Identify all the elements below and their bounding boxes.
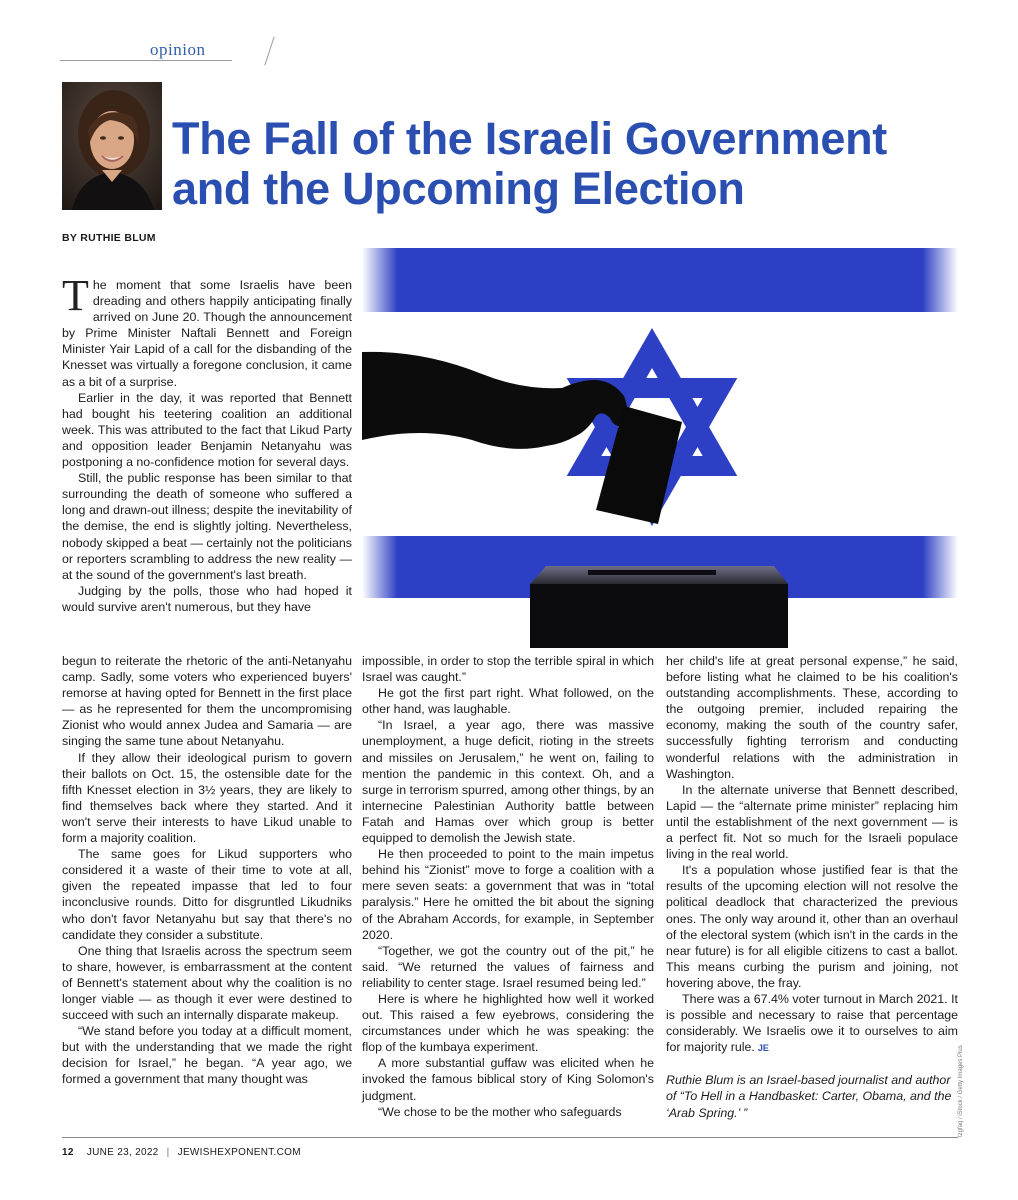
page-number: 12 (62, 1147, 74, 1158)
paragraph: If they allow their ideological purism to govern their ballots on Oct. 15, the ostensible date for the fifth Knesset election in 3½ years, they are likely to find themselves back where they started. And it won't serve their interests to have Likud unable to form a majority coalition. (62, 750, 352, 846)
paragraph-lead: The moment that some Israelis have been dreading and others happily anticipating finally arrived on June 20. Though the announcement by Prime Minister Naftali Bennett and Foreign Minister Yair Lapid of a call for the disbanding of the Knesset was virtually a foregone conclusion, it came as a bit of a surprise. (62, 271, 352, 389)
photo-credit-text: tzgfaq / iStock / Getty Images Plus (958, 1045, 964, 1137)
paragraph: In the alternate universe that Bennett described, Lapid — the “alternate prime minister” replacing him until the establishment of the next government — is a perfect fit. Not so much for the Israeli populace living in the real world. (666, 782, 958, 862)
byline: BY RUTHIE BLUM (62, 232, 156, 244)
footer-separator: | (166, 1147, 170, 1158)
ballot-box (530, 566, 788, 648)
photo-credit (958, 1025, 972, 1145)
article-headline: The Fall of the Israeli Government and the Upcoming Election (172, 113, 887, 214)
publication-site[interactable]: JEWISHEXPONENT.COM (177, 1147, 301, 1158)
author-photo (62, 82, 162, 210)
section-tag (60, 40, 232, 62)
paragraph: impossible, in order to stop the terrible spiral in which Israel was caught.” (362, 654, 654, 685)
paragraph: He got the first part right. What followed, on the other hand, was laughable. (362, 686, 654, 717)
end-mark: JE (757, 1043, 769, 1054)
issue-date: JUNE 23, 2022 (86, 1147, 159, 1158)
paragraph: her child's life at great personal expense,” he said, before listing what he claimed to be his coalition's outstanding accomplishments. These, according to the outgoing premier, included repairing the economy, making the south of the country safer, successfully fighting terrorism and conducting wonderful relations with the administration in Washington. (666, 654, 958, 781)
paragraph: It's a population whose justified fear is that the results of the upcoming election will not resolve the political deadlock that characterized the previous ones. The only way around it, other than an overhaul of the electoral system (which isn't in the cards in the near future) is for all eligible citizens to cast a ballot. This means curbing the purism and joining, not hovering above, the fray. (666, 863, 958, 990)
paragraph: “We stand before you today at a difficult moment, but with the understanding that we made the right decision for Israel,” he began. “A year ago, we formed a government that many thought was (62, 1024, 352, 1087)
paragraph: begun to reiterate the rhetoric of the anti-Netanyahu camp. Sadly, some voters who experienced buyers' remorse at having opted for Bennett in the first place — as he represented for them the uncompromising Zionist who would annex Judea and Samaria — are singing the same tune about Netanyahu. (62, 654, 352, 749)
paragraph: Here is where he highlighted how well it worked out. This raised a few eyebrows, considering the circumstances under which he was speaking: the flop of the kumbaya experiment. (362, 991, 654, 1055)
article-column-1-bottom (62, 653, 352, 1088)
section-rule (60, 60, 232, 61)
paragraph: “Together, we got the country out of the pit,” he said. “We returned the values of fairness and reliability to center stage. Israel resumed being led.” (362, 943, 654, 990)
paragraph: “We chose to be the mother who safeguards (378, 1104, 622, 1119)
paragraph-final: There was a 67.4% voter turnout in March 2021. It is possible and necessary to raise that percentage considerably. We Israelis owe it to ourselves to aim for majority rule. JE (666, 991, 958, 1055)
paragraph: Still, the public response has been similar to that surrounding the death of someone who suffered a long and drawn-out illness; despite the inevitability of the demise, the end is slightly jolting. Nevertheless, nobody skipped a beat — certainly not the politicians or reporters scrambling to address the new reality — at the sound of the government's last breath. (62, 471, 352, 582)
section-slash (264, 37, 274, 66)
paragraph: “In Israel, a year ago, there was massive unemployment, a huge deficit, rioting in the streets and missiles on Jerusalem,” he went on, failing to mention the pandemic in this context. Oh, and a surge in terrorism spurred, among other things, by an internecine Palestinian Authority battle between Fatah and Hamas over which group is better equipped to demolish the Jewish state. (362, 718, 655, 846)
hero-illustration (362, 240, 958, 648)
paragraph: One thing that Israelis across the spectrum seem to share, however, is embarrassment at the content of Bennett's statement about why the coalition is no longer viable — as though it ever were destined to succeed with such an internally disparate makeup. (62, 943, 352, 1023)
paragraph: He then proceeded to point to the main impetus behind his “Zionist” move to forge a coalition with a mere seven seats: a government that was in “total paralysis.” Here he omitted the bit about the signing of the Abraham Accords, for example, in September 2020. (362, 847, 654, 942)
footer-rule (62, 1137, 958, 1138)
paragraph: A more substantial guffaw was elicited when he invoked the famous biblical story of King Solomon's judgment. (362, 1056, 654, 1103)
drop-cap: T (62, 271, 89, 320)
article-column-2 (362, 653, 654, 1120)
author-bio: Ruthie Blum is an Israel-based journalist and author of “To Hell in a Handbasket: Carter, Obama, and the ‘Arab Spring.’ ” (666, 1073, 952, 1120)
section-label: opinion (150, 40, 206, 59)
paragraph: The same goes for Likud supporters who considered it a waste of their time to vote at all, given the repeated impasse that led to four inconclusive rounds. Ditto for disgruntled Likudniks who don't favor Netanyahu but say that there's no candidate they consider a substitute. (62, 847, 352, 942)
article-column-1-top (62, 271, 352, 615)
page-footer (62, 1147, 301, 1158)
paragraph: Judging by the polls, those who had hoped it would survive aren't numerous, but they have (62, 583, 352, 614)
article-column-3 (666, 653, 958, 1121)
paragraph: Earlier in the day, it was reported that Bennett had bought his teetering coalition an additional week. This was attributed to the fact that Likud Party and opposition leader Benjamin Netanyahu was postponing a no-confidence motion for several days. (62, 390, 352, 470)
